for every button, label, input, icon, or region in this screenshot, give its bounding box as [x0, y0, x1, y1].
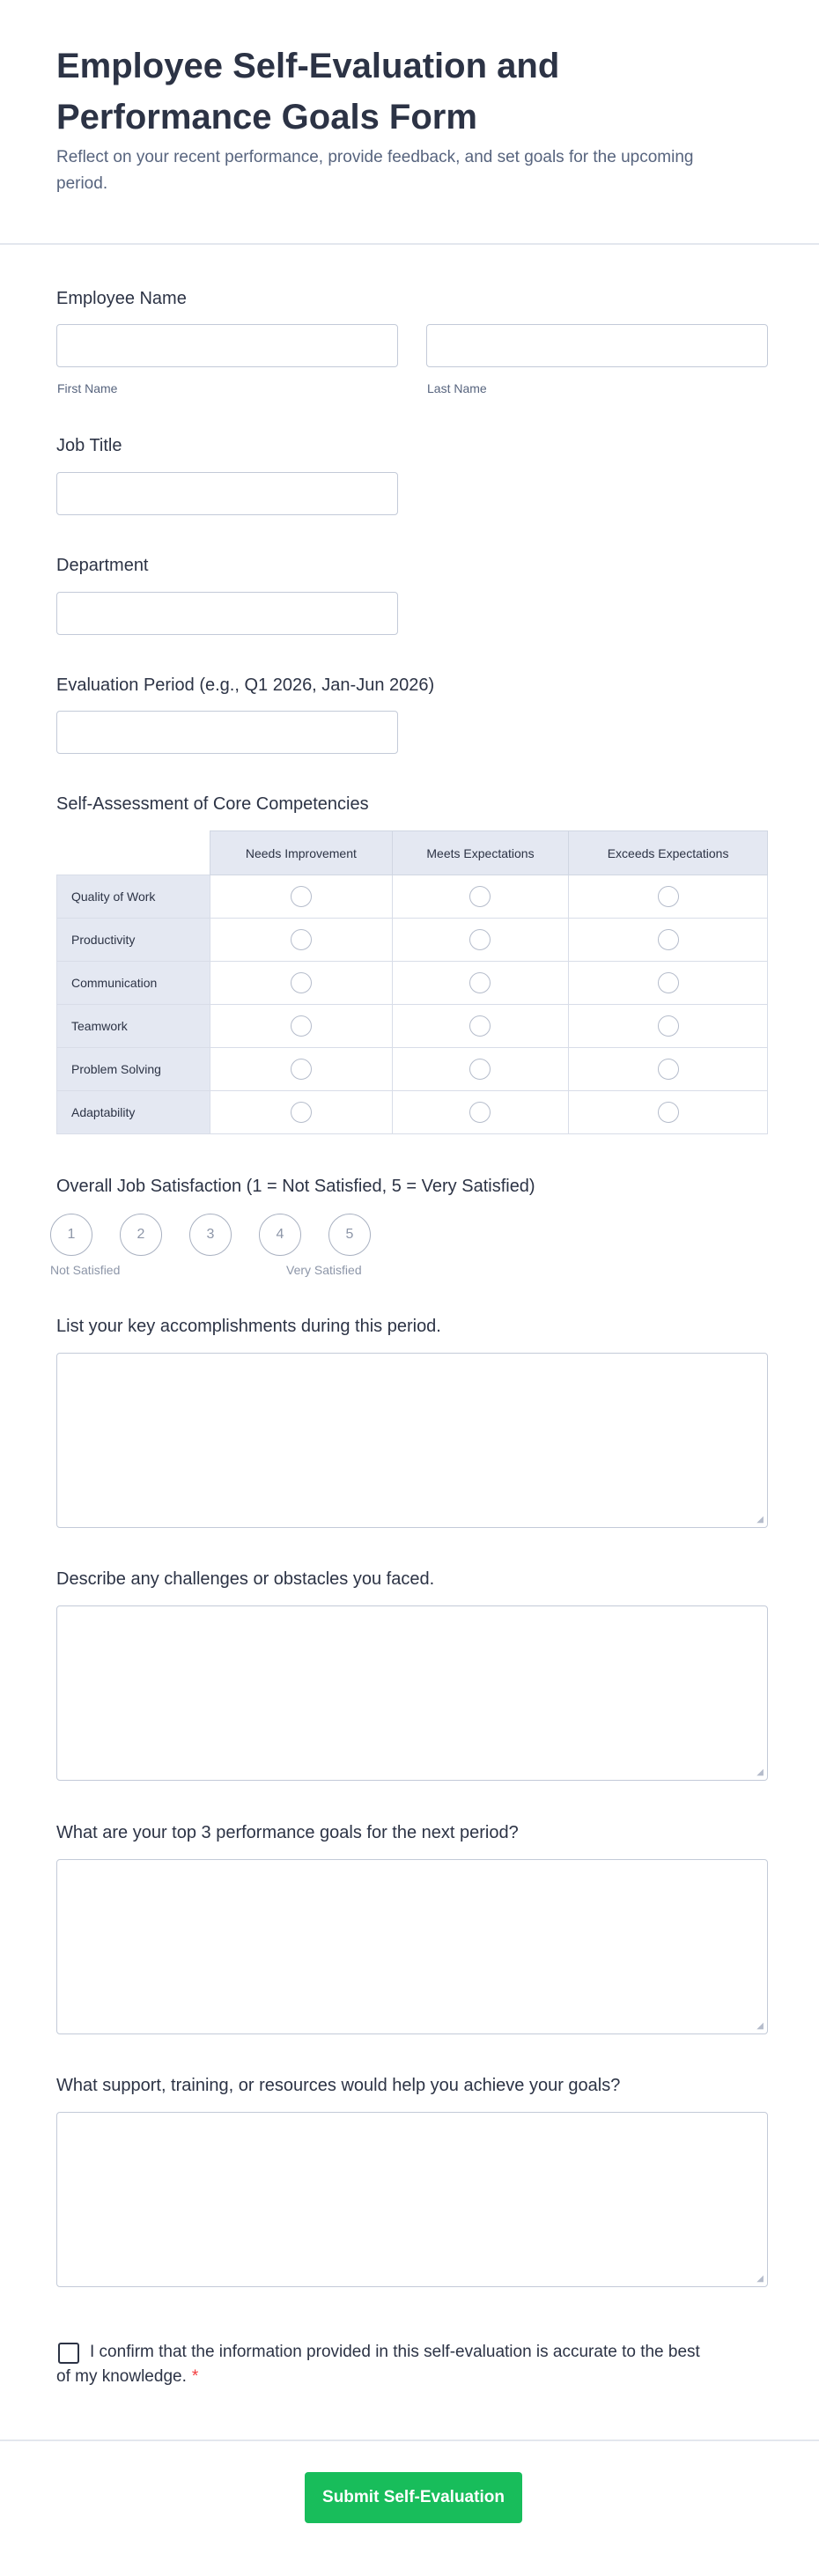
- satisfaction-option-3[interactable]: 3: [189, 1214, 232, 1256]
- matrix-radio[interactable]: [469, 972, 491, 993]
- department-input[interactable]: [56, 592, 398, 635]
- evaluation-period-label: Evaluation Period (e.g., Q1 2026, Jan-Jun 2026): [56, 675, 435, 695]
- goals-textarea[interactable]: [56, 1859, 768, 2034]
- job-title-input[interactable]: [56, 472, 398, 515]
- form-subtitle: Reflect on your recent performance, provide feedback, and set goals for the upcoming period.: [56, 148, 694, 193]
- competencies-label: Self-Assessment of Core Competencies: [56, 794, 369, 814]
- matrix-row: [57, 919, 768, 962]
- resize-grip-icon[interactable]: ◢: [756, 1768, 764, 1777]
- matrix-row-label: Quality of Work: [57, 875, 210, 919]
- submit-button[interactable]: Submit Self-Evaluation: [305, 2472, 522, 2523]
- matrix-radio[interactable]: [469, 886, 491, 907]
- matrix-cell: [569, 919, 768, 962]
- matrix-cell: [392, 1091, 568, 1134]
- matrix-cell: [392, 962, 568, 1005]
- matrix-cell: [210, 1091, 393, 1134]
- challenges-label: Describe any challenges or obstacles you faced.: [56, 1569, 435, 1589]
- matrix-cell: [392, 919, 568, 962]
- satisfaction-option-4[interactable]: 4: [259, 1214, 301, 1256]
- matrix-row: [57, 962, 768, 1005]
- matrix-radio[interactable]: [469, 1102, 491, 1123]
- matrix-cell: [392, 1005, 568, 1048]
- first-name-sublabel: First Name: [57, 381, 118, 395]
- matrix-cell: [392, 875, 568, 919]
- matrix-radio[interactable]: [291, 1102, 312, 1123]
- matrix-cell: [210, 875, 393, 919]
- satisfaction-label: Overall Job Satisfaction (1 = Not Satisfied, 5 = Very Satisfied): [56, 1177, 535, 1196]
- matrix-cell: [392, 1048, 568, 1091]
- satisfaction-low-label: Not Satisfied: [50, 1263, 121, 1277]
- matrix-column-header: Meets Expectations: [392, 831, 568, 875]
- matrix-row: [57, 1005, 768, 1048]
- satisfaction-option-1[interactable]: 1: [50, 1214, 92, 1256]
- evaluation-period-input[interactable]: [56, 711, 398, 754]
- confirm-text: I confirm that the information provided in this self-evaluation is accurate to the best of my knowledge.: [56, 2343, 700, 2386]
- matrix-radio[interactable]: [291, 886, 312, 907]
- first-name-input[interactable]: [56, 324, 398, 367]
- matrix-radio[interactable]: [291, 972, 312, 993]
- form-title: Employee Self-Evaluation and Performance Goals Form: [56, 47, 560, 137]
- satisfaction-option-2[interactable]: 2: [120, 1214, 162, 1256]
- matrix-cell: [210, 1048, 393, 1091]
- matrix-cell: [569, 1048, 768, 1091]
- accomplishments-label: List your key accomplishments during this period.: [56, 1317, 441, 1336]
- matrix-radio[interactable]: [658, 1059, 679, 1080]
- matrix-row: [57, 875, 768, 919]
- required-asterisk: *: [191, 2367, 199, 2386]
- accomplishments-textarea[interactable]: [56, 1353, 768, 1528]
- matrix-radio[interactable]: [291, 1015, 312, 1037]
- resize-grip-icon[interactable]: ◢: [756, 2021, 764, 2031]
- matrix-cell: [210, 962, 393, 1005]
- matrix-cell: [569, 962, 768, 1005]
- matrix-cell: [210, 919, 393, 962]
- resize-grip-icon[interactable]: ◢: [756, 1515, 764, 1524]
- support-label: What support, training, or resources would help you achieve your goals?: [56, 2076, 621, 2095]
- satisfaction-high-label: Very Satisfied: [286, 1263, 362, 1277]
- matrix-radio[interactable]: [291, 929, 312, 950]
- matrix-radio[interactable]: [469, 1059, 491, 1080]
- support-textarea[interactable]: [56, 2112, 768, 2287]
- matrix-column-header: Needs Improvement: [210, 831, 393, 875]
- matrix-row-label: Teamwork: [57, 1005, 210, 1048]
- matrix-corner: [57, 831, 210, 875]
- matrix-radio[interactable]: [469, 1015, 491, 1037]
- matrix-radio[interactable]: [658, 886, 679, 907]
- matrix-radio[interactable]: [658, 929, 679, 950]
- matrix-radio[interactable]: [658, 1015, 679, 1037]
- matrix-row: [57, 1091, 768, 1134]
- satisfaction-option-5[interactable]: 5: [328, 1214, 371, 1256]
- last-name-input[interactable]: [426, 324, 768, 367]
- matrix-radio[interactable]: [291, 1059, 312, 1080]
- matrix-cell: [569, 1091, 768, 1134]
- matrix-row-label: Adaptability: [57, 1091, 210, 1134]
- header-divider: [0, 243, 819, 245]
- challenges-textarea[interactable]: [56, 1605, 768, 1781]
- competency-matrix: [56, 830, 768, 1134]
- matrix-radio[interactable]: [658, 1102, 679, 1123]
- matrix-column-header: Exceeds Expectations: [569, 831, 768, 875]
- department-label: Department: [56, 556, 149, 575]
- confirm-label: [56, 2340, 708, 2389]
- resize-grip-icon[interactable]: ◢: [756, 2274, 764, 2284]
- last-name-sublabel: Last Name: [427, 381, 487, 395]
- matrix-cell: [569, 1005, 768, 1048]
- matrix-cell: [210, 1005, 393, 1048]
- matrix-row-label: Communication: [57, 962, 210, 1005]
- matrix-row: [57, 1048, 768, 1091]
- matrix-row-label: Productivity: [57, 919, 210, 962]
- matrix-radio[interactable]: [469, 929, 491, 950]
- job-title-label: Job Title: [56, 436, 122, 455]
- matrix-radio[interactable]: [658, 972, 679, 993]
- matrix-cell: [569, 875, 768, 919]
- goals-label: What are your top 3 performance goals for the next period?: [56, 1823, 519, 1842]
- matrix-row-label: Problem Solving: [57, 1048, 210, 1091]
- footer-divider: [0, 2439, 819, 2441]
- employee-name-label: Employee Name: [56, 289, 187, 308]
